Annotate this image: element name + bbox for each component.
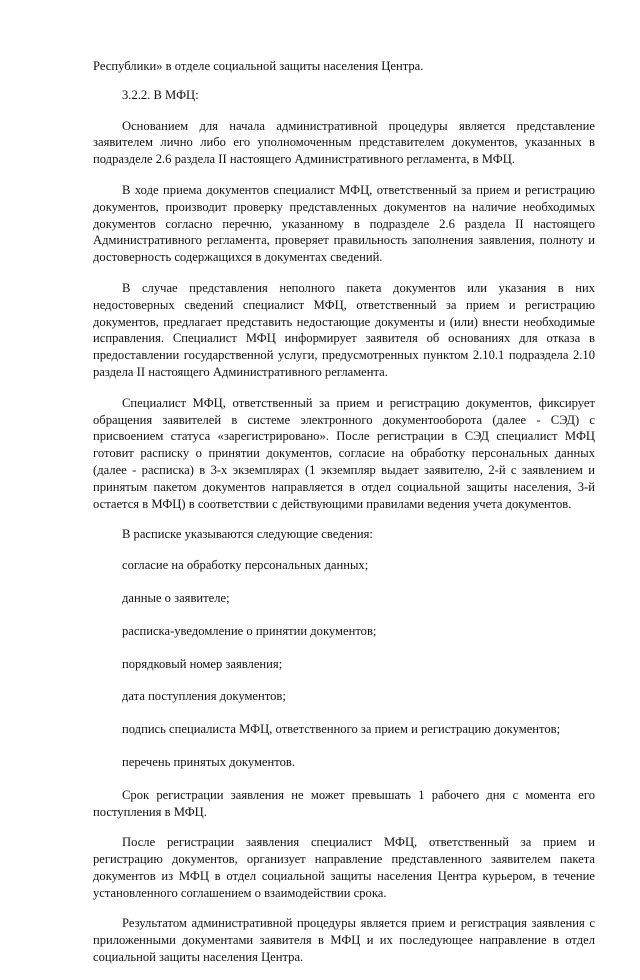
paragraph: Результатом административной процедуры является прием и регистрация заявления с приложенными документами заявителя в МФЦ и их последующее направление в отдел социальной защиты населения Центра. bbox=[93, 916, 595, 965]
list-item: данные о заявителе; bbox=[122, 590, 230, 605]
list-item: согласие на обработку персональных данных; bbox=[122, 558, 369, 573]
paragraph: Специалист МФЦ, ответственный за прием и регистрацию документов, фиксирует обращения заявителей в системе электронного документооборота (далее - СЭД) с присвоением статуса «зарегистрировано». После регистрации в СЭД специалист МФЦ готовит расписку о принятии документов, согласие на обработку персональных данных (далее - расписка) в 3-х экземплярах (1 экземпляр выдает заявителю, 2-й с заявлением и принятым пакетом документов направляется в отдел социальной защиты населения, 3-й остается в МФЦ) в соответствии с действующими правилами ведения учета документов. bbox=[93, 395, 595, 511]
paragraph-continuation: Республики» в отделе социальной защиты населения Центра. bbox=[93, 59, 424, 73]
paragraph: Основанием для начала административной процедуры является представление заявителем лично либо его уполномоченным представителем документов, указанных в подразделе 2.6 раздела II настоящего Административного регламента, в МФЦ. bbox=[93, 118, 595, 167]
section-heading: 3.2.2. В МФЦ: bbox=[122, 87, 199, 102]
list-item: перечень принятых документов. bbox=[122, 754, 295, 769]
list-item: дата поступления документов; bbox=[122, 689, 286, 704]
list-item: расписка-уведомление о принятии документов; bbox=[122, 623, 377, 638]
paragraph: Срок регистрации заявления не может превышать 1 рабочего дня с момента его поступления в МФЦ. bbox=[93, 787, 595, 819]
list-item: подпись специалиста МФЦ, ответственного за прием и регистрацию документов; bbox=[122, 722, 561, 737]
document-body bbox=[93, 58, 595, 980]
paragraph: После регистрации заявления специалист МФЦ, ответственный за прием и регистрацию документов, организует направление представленного заявителем пакета документов из МФЦ в отдел социальной защиты населения Центра курьером, в течение установленного соглашением о взаимодействии срока. bbox=[93, 835, 595, 900]
paragraph: В ходе приема документов специалист МФЦ, ответственный за прием и регистрацию документов, производит проверку представленных документов на наличие необходимых документов согласно перечню, указанному в подразделе 2.6 раздела II настоящего Административного регламента, проверяет правильность заполнения заявления, полноту и достоверность содержащихся в документах сведений. bbox=[93, 182, 595, 265]
paragraph-list-intro: В расписке указываются следующие сведения: bbox=[122, 527, 373, 542]
list-item: порядковый номер заявления; bbox=[122, 656, 283, 671]
paragraph: В случае представления неполного пакета документов или указания в них недостоверных сведений специалист МФЦ, ответственный за прием и регистрацию документов, предлагает представить недостающие документы и (или) внести необходимые исправления. Специалист МФЦ информирует заявителя об основаниях для отказа в предоставлении государственной услуги, предусмотренных пунктом 2.10.1 подраздела 2.10 раздела II настоящего Административного регламента. bbox=[93, 280, 595, 379]
